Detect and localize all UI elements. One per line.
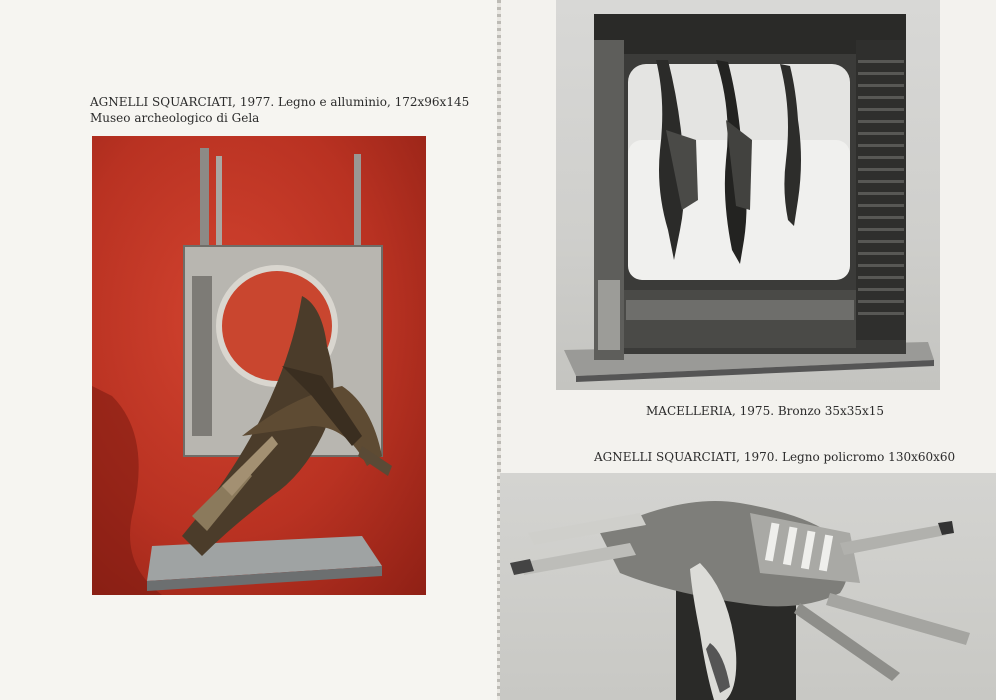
caption-macelleria-1975: MACELLERIA, 1975. Bronzo 35x35x15 bbox=[646, 404, 885, 418]
caption-agnelli-1977 bbox=[90, 94, 469, 126]
caption-agnelli-1977-line2: Museo archeologico di Gela bbox=[90, 111, 260, 125]
photo-agnelli-1977 bbox=[92, 136, 426, 595]
caption-agnelli-1970: AGNELLI SQUARCIATI, 1970. Legno policromo 130x60x60 bbox=[594, 450, 956, 464]
caption-agnelli-1977-line1: AGNELLI SQUARCIATI, 1977. Legno e alluminio, 172x96x145 bbox=[90, 95, 470, 109]
photo-macelleria-1975 bbox=[556, 0, 940, 390]
photo-agnelli-1970 bbox=[500, 473, 996, 700]
